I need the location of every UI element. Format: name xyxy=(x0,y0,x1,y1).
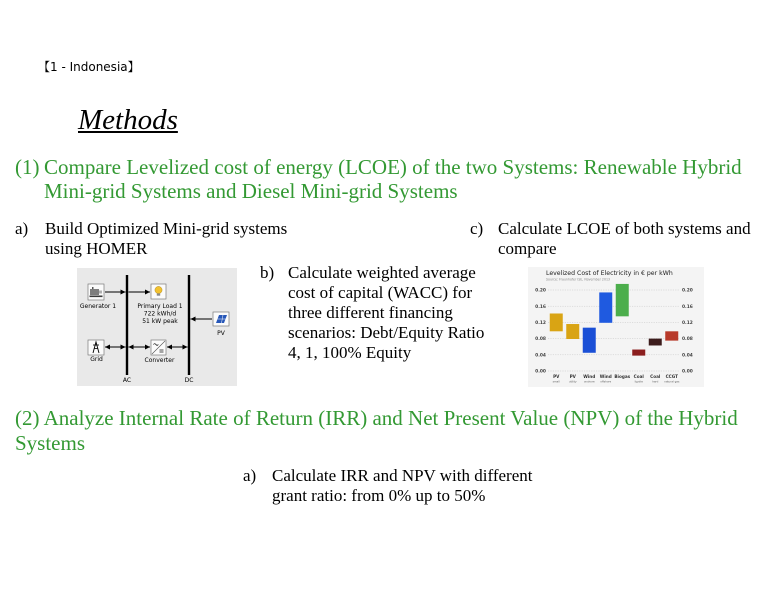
light-bulb-load-icon xyxy=(151,284,166,299)
bar-coal-lignite xyxy=(632,350,645,356)
y-tick-label-right: 0.12 xyxy=(682,321,693,326)
converter-icon xyxy=(151,340,166,355)
lcoe-chart xyxy=(528,267,704,387)
primary-load-label: Primary Load 1 xyxy=(137,303,183,310)
section-2-heading xyxy=(15,406,738,456)
homer-schematic xyxy=(77,268,237,386)
y-tick-label-left: 0.04 xyxy=(535,353,546,359)
dc-bus-label: DC xyxy=(184,377,194,384)
y-tick-label-left: 0.16 xyxy=(535,304,546,310)
slide-title: Methods xyxy=(78,104,178,136)
category-sublabel-coal-lignite: lignite xyxy=(634,379,643,384)
section-1-heading xyxy=(15,155,742,203)
category-label-coal-hard: Coal xyxy=(650,374,661,379)
step-a-build-minigrid xyxy=(15,219,287,259)
step-2a-marker: a) xyxy=(243,466,257,485)
step-b-line-2: cost of capital (WACC) for xyxy=(288,283,473,302)
bar-pv-utility xyxy=(566,324,579,339)
chart-title: Levelized Cost of Electricity in € per kWh xyxy=(546,270,673,277)
bar-biogas xyxy=(616,284,629,316)
step-b-line-4: scenarios: Debt/Equity Ratio xyxy=(288,323,485,342)
y-tick-label-left: 0.08 xyxy=(535,337,546,343)
ac-bus-label: AC xyxy=(122,377,132,384)
section-1-text xyxy=(44,155,742,203)
category-sublabel-pv-small: small xyxy=(552,379,560,384)
bar-pv-small xyxy=(550,313,563,331)
y-tick-label-right: 0.00 xyxy=(682,369,693,375)
primary-load-peak: 51 kW peak xyxy=(142,318,178,325)
generator-icon xyxy=(88,284,104,300)
step-c-line-1: Calculate LCOE of both systems and xyxy=(498,219,751,238)
y-tick-label-left: 0.20 xyxy=(535,288,546,294)
category-label-wind-offshore: Wind xyxy=(599,374,612,379)
step-2a-line-1: Calculate IRR and NPV with different xyxy=(272,466,533,485)
y-tick-label-right: 0.16 xyxy=(682,304,693,310)
category-sublabel-wind-onshore: onshore xyxy=(583,379,595,384)
category-label-pv-small: PV xyxy=(553,374,560,379)
step-b-calculate-wacc xyxy=(260,263,484,363)
step-b-line-1: Calculate weighted average xyxy=(288,263,476,282)
category-sublabel-pv-utility: utility xyxy=(568,379,577,384)
pv-label: PV xyxy=(217,330,225,337)
chart-subtitle: Source: Fraunhofer ISE, November 2013 xyxy=(546,277,611,282)
solar-panel-icon xyxy=(213,312,229,326)
category-sublabel-coal-hard: hard xyxy=(652,379,659,384)
category-label-biogas: Biogas xyxy=(614,374,631,379)
section-1-number: (1) xyxy=(15,155,40,179)
y-tick-label-left: 0.00 xyxy=(535,369,546,375)
bar-coal-hard xyxy=(649,339,662,346)
section-2-line-2: Systems xyxy=(15,431,86,455)
step-b-line-3: three different financing xyxy=(288,303,453,322)
step-c-marker: c) xyxy=(470,219,484,238)
step-a-marker: a) xyxy=(15,219,29,238)
category-sublabel-ccgt-natural-gas: natural gas xyxy=(664,379,680,384)
y-tick-label-right: 0.20 xyxy=(682,288,693,294)
converter-label: Converter xyxy=(144,357,175,364)
slide-tag: 【1 - Indonesia】 xyxy=(38,60,140,74)
step-2a-line-2: grant ratio: from 0% up to 50% xyxy=(272,486,486,505)
generator-label: Generator 1 xyxy=(79,303,117,310)
step-c-line-2: compare xyxy=(498,239,557,258)
category-label-ccgt-natural-gas: CCGT xyxy=(665,374,678,379)
section-2-line-1: (2) Analyze Internal Rate of Return (IRR) and Net Present Value (NPV) of the Hybrid xyxy=(15,406,738,430)
step-b-line-5: 4, 1, 100% Equity xyxy=(288,343,412,362)
y-tick-label-right: 0.08 xyxy=(682,337,693,343)
category-label-pv-utility: PV xyxy=(569,374,576,379)
section-1-line-2: Mini-grid Systems and Diesel Mini-grid Systems xyxy=(44,179,458,203)
bar-wind-offshore xyxy=(599,292,612,322)
y-tick-label-right: 0.04 xyxy=(682,353,693,359)
bar-ccgt-natural-gas xyxy=(665,331,678,340)
transmission-tower-icon xyxy=(88,340,104,355)
step-a-line-2: using HOMER xyxy=(45,239,148,258)
category-sublabel-wind-offshore: offshore xyxy=(600,379,612,384)
section-1-line-1: Compare Levelized cost of energy (LCOE) of the two Systems: Renewable Hybrid xyxy=(44,155,742,179)
category-label-wind-onshore: Wind xyxy=(583,374,596,379)
grid-label: Grid xyxy=(90,356,103,363)
bar-wind-onshore xyxy=(583,328,596,353)
primary-load-energy: 722 kWh/d xyxy=(143,310,177,318)
y-tick-label-left: 0.12 xyxy=(535,321,546,326)
step-a-line-1: Build Optimized Mini-grid systems xyxy=(45,219,288,238)
step-2a-irr-npv xyxy=(243,466,532,506)
step-b-marker: b) xyxy=(260,263,275,282)
category-label-coal-lignite: Coal xyxy=(633,374,644,379)
step-c-calculate-lcoe xyxy=(470,219,751,259)
